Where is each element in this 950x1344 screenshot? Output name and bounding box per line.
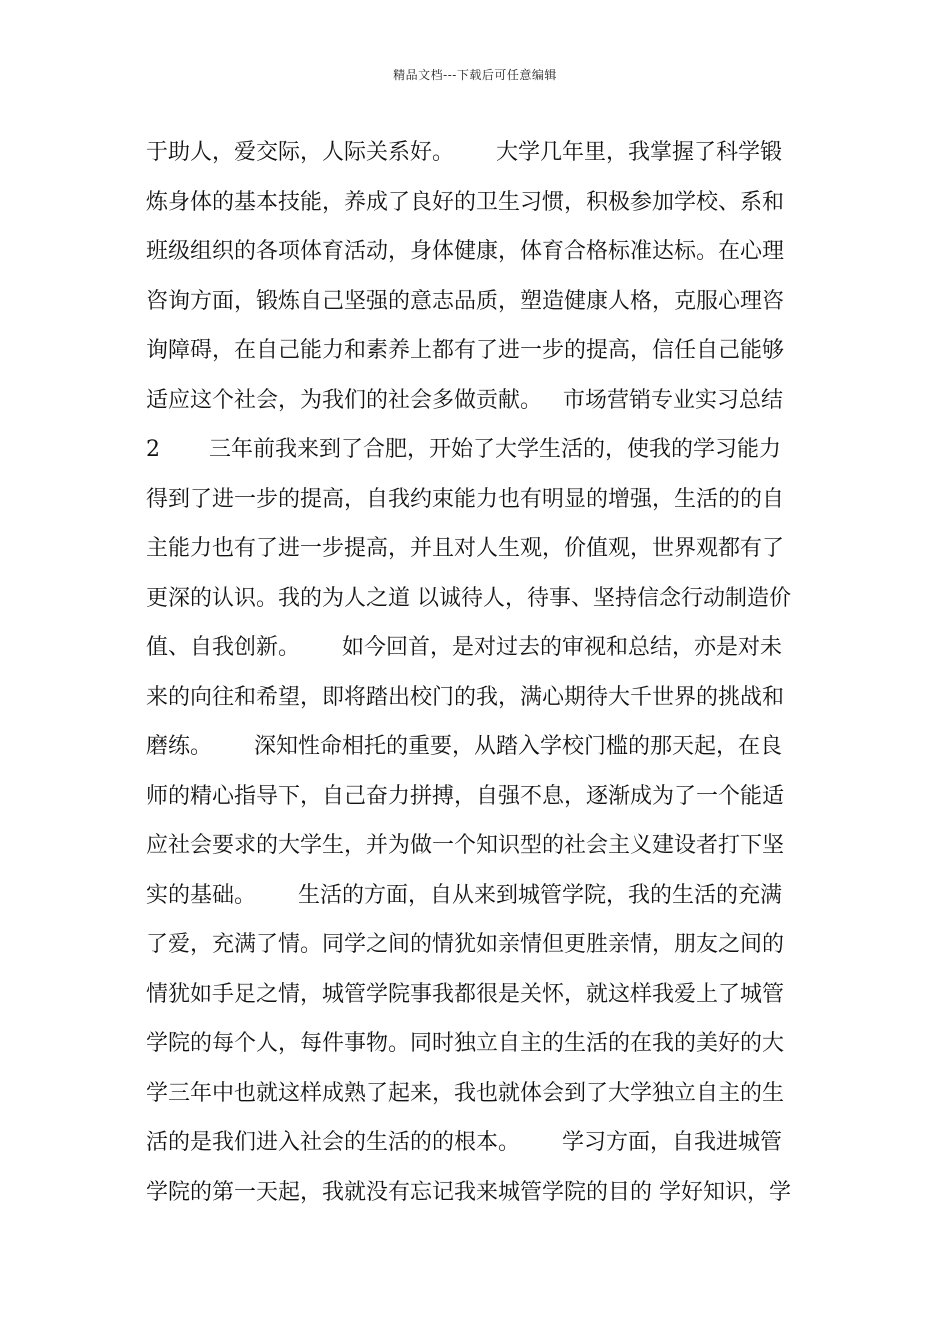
text-line: 情犹如手足之情，城管学院事我都很是关怀，就这样我爱上了城管 [146, 981, 785, 1007]
text-line: 磨练。 深知性命相托的重要，从踏入学校门槛的那天起，在良 [146, 734, 782, 759]
text-line: 2 三年前我来到了合肥，开始了大学生活的，使我的学习能力 [146, 437, 781, 462]
text-line: 活的是我们进入社会的生活的的根本。 学习方面，自我进城管 [146, 1130, 782, 1155]
text-line: 来的向往和希望，即将踏出校门的我，满心期待大千世界的挑战和 [146, 684, 785, 710]
text-line: 炼身体的基本技能，养成了良好的卫生习惯，积极参加学校、系和 [146, 189, 785, 215]
text-line: 实的基础。 生活的方面，自从来到城管学院，我的生活的充满 [146, 882, 782, 908]
text-line: 师的精心指导下，自己奋力拼搏，自强不息，逐渐成为了一个能适 [146, 783, 785, 809]
text-line: 学院的第一天起，我就没有忘记我来城管学院的目的 学好知识，学 [146, 1179, 791, 1205]
text-line: 于助人，爱交际，人际关系好。 大学几年里，我掌握了科学锻 [146, 140, 782, 165]
text-line: 更深的认识。我的为人之道 以诚待人，待事、坚持信念行动制造价 [146, 585, 791, 611]
page-header: 精品文档---下载后可任意编辑 [393, 68, 557, 82]
text-line: 应社会要求的大学生，并为做一个知识型的社会主义建设者打下坚 [146, 833, 785, 858]
text-line: 得到了进一步的提高，自我约束能力也有明显的增强，生活的的自 [146, 486, 785, 512]
text-line: 值、自我创新。 如今回首，是对过去的审视和总结，亦是对未 [146, 635, 782, 660]
body-text [146, 128, 806, 1217]
text-line: 主能力也有了进一步提高，并且对人生观，价值观，世界观都有了 [146, 536, 785, 561]
text-line: 了爱，充满了情。同学之间的情犹如亲情但更胜亲情，朋友之间的 [146, 932, 785, 957]
text-line: 咨询方面，锻炼自己坚强的意志品质，塑造健康人格，克服心理咨 [146, 288, 785, 314]
text-line: 学三年中也就这样成熟了起来，我也就体会到了大学独立自主的生 [146, 1080, 785, 1106]
text-line: 适应这个社会，为我们的社会多做贡献。 市场营销专业实习总结 [146, 387, 783, 413]
text-line: 班级组织的各项体育活动，身体健康，体育合格标准达标。在心理 [146, 239, 785, 264]
text-line: 学院的每个人，每件事物。同时独立自主的生活的在我的美好的大 [146, 1031, 785, 1056]
text-line: 询障碍，在自己能力和素养上都有了进一步的提高，信任自己能够 [146, 338, 785, 363]
